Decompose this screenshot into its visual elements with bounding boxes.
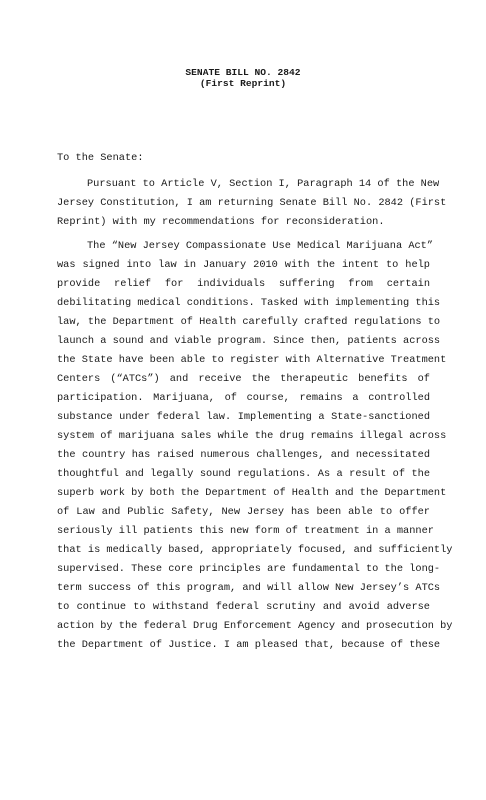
- paragraph-line: debilitating medical conditions. Tasked with implementing this: [57, 297, 441, 309]
- paragraph-line: term success of this program, and will allow New Jersey’s ATCs: [57, 582, 441, 594]
- paragraph-line: Pursuant to Article V, Section I, Paragraph 14 of the New: [87, 178, 440, 190]
- paragraph-line: the State have been able to register with Alternative Treatment: [57, 354, 447, 366]
- paragraph-line: thoughtful and legally sound regulations. As a result of the: [57, 468, 430, 480]
- paragraph-line: launch a sound and viable program. Since then, patients across: [57, 335, 441, 347]
- bill-subtitle: (First Reprint): [199, 78, 287, 89]
- paragraph-line: provide relief for individuals suffering from certain: [57, 278, 430, 290]
- paragraph-line: that is medically based, appropriately focused, and sufficiently: [57, 544, 453, 556]
- paragraph-line: the country has raised numerous challenges, and necessitated: [57, 449, 430, 461]
- paragraph-line: of Law and Public Safety, New Jersey has been able to offer: [57, 506, 430, 518]
- paragraph-line: the Department of Justice. I am pleased that, because of these: [57, 639, 441, 651]
- paragraph-line: superb work by both the Department of Health and the Department: [57, 487, 447, 499]
- paragraph-line: participation. Marijuana, of course, remains a controlled: [57, 392, 430, 404]
- paragraph-line: was signed into law in January 2010 with the intent to help: [57, 259, 430, 271]
- bill-title: SENATE BILL NO. 2842: [185, 67, 301, 78]
- paragraph-line: action by the federal Drug Enforcement Agency and prosecution by: [57, 620, 453, 632]
- paragraph-line: Centers (“ATCs”) and receive the therapeutic benefits of: [57, 373, 430, 385]
- paragraph-line: supervised. These core principles are fundamental to the long-: [57, 563, 441, 575]
- paragraph-line: Reprint) with my recommendations for reconsideration.: [57, 216, 385, 228]
- paragraph-line: to continue to withstand federal scrutiny and avoid adverse: [57, 601, 430, 613]
- paragraph-line: seriously ill patients this new form of treatment in a manner: [57, 525, 434, 537]
- paragraph-line: substance under federal law. Implementing a State-sanctioned: [57, 411, 430, 423]
- paragraph-line: law, the Department of Health carefully crafted regulations to: [57, 316, 441, 328]
- salutation: To the Senate:: [57, 152, 144, 164]
- paragraph-line: The “New Jersey Compassionate Use Medical Marijuana Act”: [87, 240, 434, 252]
- paragraph-line: system of marijuana sales while the drug remains illegal across: [57, 430, 447, 442]
- paragraph-line: Jersey Constitution, I am returning Senate Bill No. 2842 (First: [57, 197, 447, 209]
